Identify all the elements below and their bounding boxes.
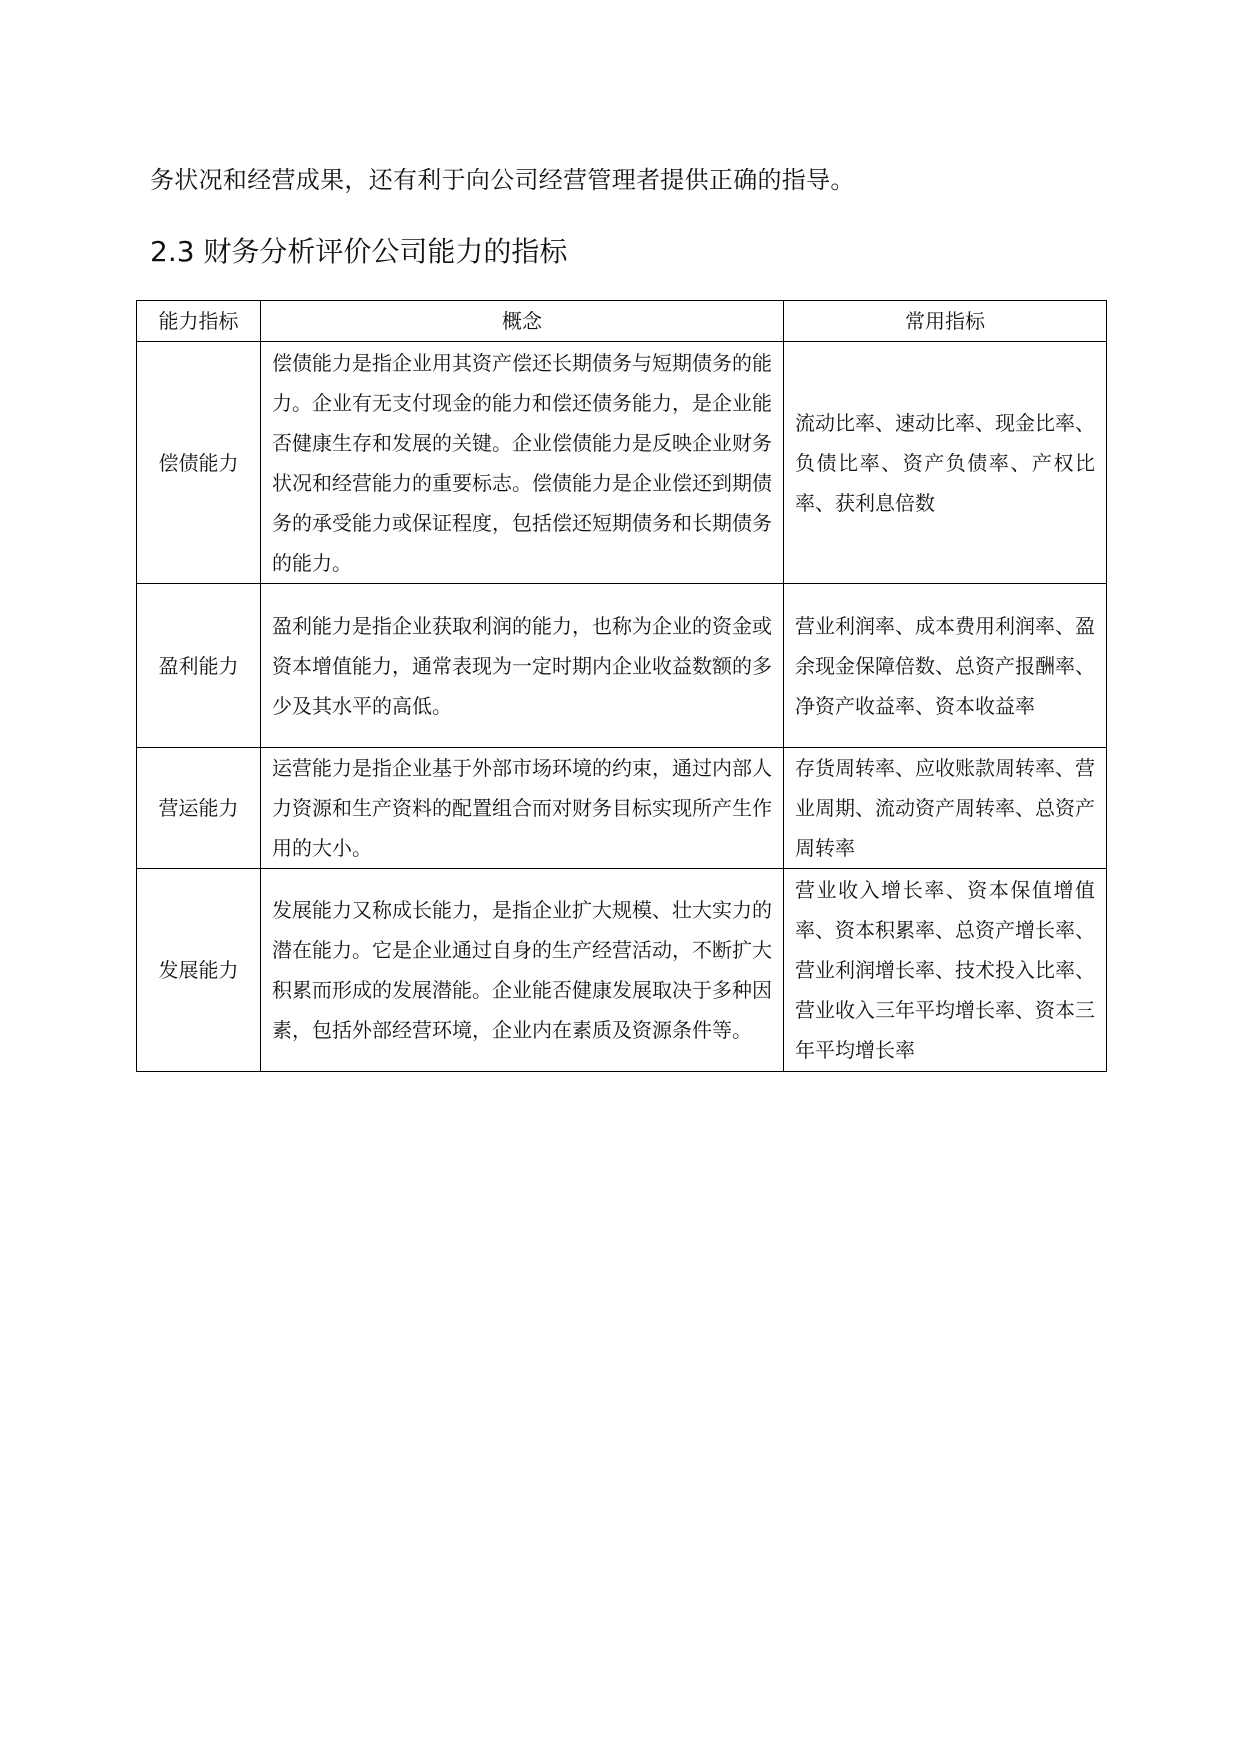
table-row-operating [137,748,1107,869]
ability-concept: 盈利能力是指企业获取利润的能力，也称为企业的资金或资本增值能力，通常表现为一定时期内企业收益数额的多少及其水平的高低。 [261,584,784,748]
ability-concept: 发展能力又称成长能力，是指企业扩大规模、壮大实力的潜在能力。它是企业通过自身的生产经营活动，不断扩大积累而形成的发展潜能。企业能否健康发展取决于多种因素，包括外部经营环境，企业内在素质及资源条件等。 [261,869,784,1072]
ability-indicators: 营业利润率、成本费用利润率、盈余现金保障倍数、总资产报酬率、净资产收益率、资本收益率 [784,584,1107,748]
ability-name: 营运能力 [137,748,261,869]
header-concept: 概念 [261,301,784,342]
table-header-row [137,301,1107,342]
ability-name: 偿债能力 [137,342,261,584]
ability-indicators: 营业收入增长率、资本保值增值率、资本积累率、总资产增长率、营业利润增长率、技术投入比率、营业收入三年平均增长率、资本三年平均增长率 [784,869,1107,1072]
ability-indicators: 存货周转率、应收账款周转率、营业周期、流动资产周转率、总资产周转率 [784,748,1107,869]
section-heading: 2.3 财务分析评价公司能力的指标 [150,235,568,268]
ability-concept: 运营能力是指企业基于外部市场环境的约束，通过内部人力资源和生产资料的配置组合而对财务目标实现所产生作用的大小。 [261,748,784,869]
header-ability: 能力指标 [137,301,261,342]
header-indicators: 常用指标 [784,301,1107,342]
table-row-profitability [137,584,1107,748]
table-row-solvency [137,342,1107,584]
ability-concept: 偿债能力是指企业用其资产偿还长期债务与短期债务的能力。企业有无支付现金的能力和偿还债务能力，是企业能否健康生存和发展的关键。企业偿债能力是反映企业财务状况和经营能力的重要标志。偿债能力是企业偿还到期债务的承受能力或保证程度，包括偿还短期债务和长期债务的能力。 [261,342,784,584]
ability-name: 发展能力 [137,869,261,1072]
intro-paragraph: 务状况和经营成果，还有利于向公司经营管理者提供正确的指导。 [150,166,855,194]
table-row-development [137,869,1107,1072]
ability-name: 盈利能力 [137,584,261,748]
ability-indicators: 流动比率、速动比率、现金比率、负债比率、资产负债率、产权比率、获利息倍数 [784,342,1107,584]
ability-indicator-table [136,300,1107,1072]
